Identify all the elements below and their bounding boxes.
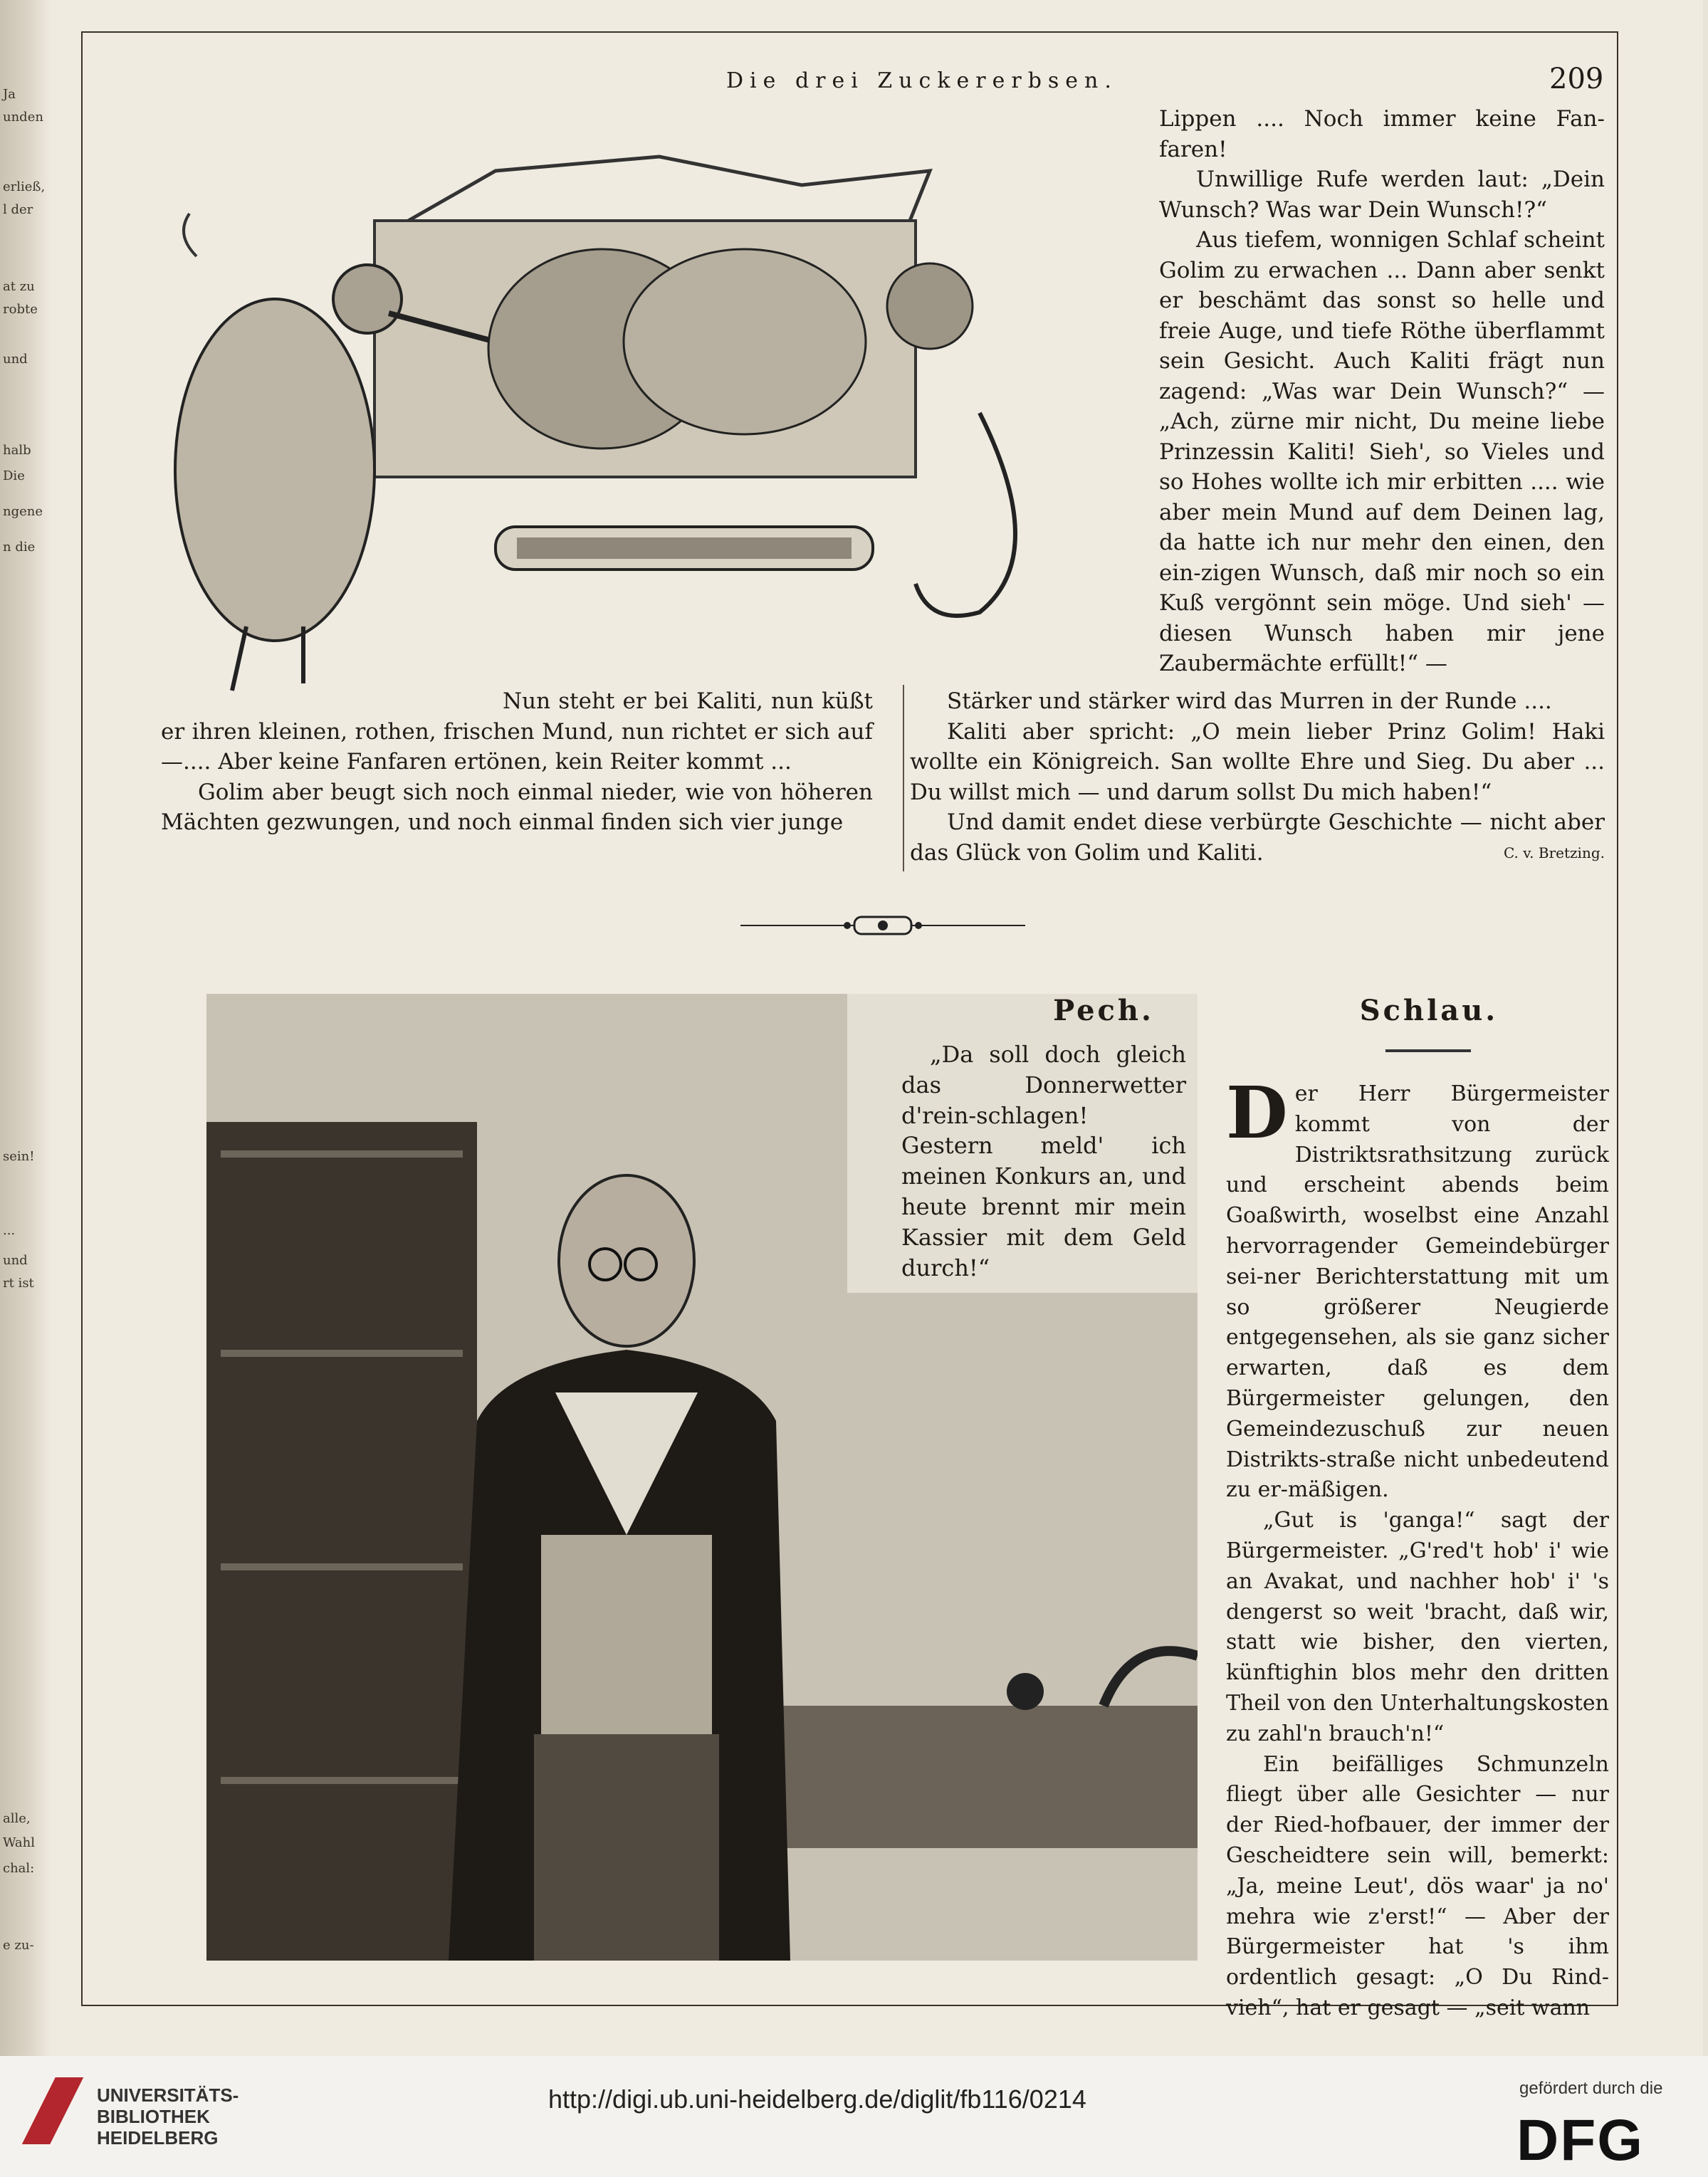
gutter-fragment: alle, [3,1811,31,1826]
pech-quote: „Da soll doch gleich das Donnerwetter d'rein-schlagen! Gestern meld' ich meinen Konkurs an, und heute brennt mir mein Kassier mit dem Geld durch!“ [901,1041,1186,1281]
schlau-title: Schlau. [1359,994,1499,1027]
gutter-fragment: ... [3,1223,16,1238]
story-paragraph: Aus tiefem, wonnigen Schlaf scheint Golim zu erwachen ... Dann aber senkt er beschämt das sonst so helle und freie Auge, und tiefe Röthe überflammt sein Gesicht. Auch Kaliti frägt nun zagend: „Was war Dein Wunsch?“ — „Ach, zürne mir nicht, Du meine liebe Prinzessin Kaliti! Sieh', so Vieles und so Hohes wollte ich mir erbitten .... wie aber mein Mund auf dem Deinen lag, da hatte ich nur mehr den einen, den ein-zigen Wunsch, daß mir noch so ein Kuß vergönnt sein möge. Und sieh' — diesen Wunsch haben mir jene Zaubermächte erfüllt!“ — [1159,227,1605,676]
digitization-footer [0,2056,1708,2177]
gutter-fragment: und [3,352,28,367]
library-name-line: HEIDELBERG [97,2127,219,2149]
gutter-fragment: l der [3,202,33,217]
fairy-tale-illustration [161,128,1143,712]
schlau-paragraph: Ein beifälliges Schmunzeln fliegt über alle Gesichter — nur der Ried-hofbauer, der immer der Gescheidtere sein will, bemerkt: „Ja, meine Leut', dös waar' ja no' mehra wie z'erst!“ — Aber der Bürgermeister hat 's ihm ordentlich gesagt: „O Du Rind-vieh“, hat er gesagt — „seit wann [1226,1751,1609,2020]
gutter-fragment: unden [3,110,43,125]
gutter-fragment: Die [3,468,25,483]
library-name [97,2084,239,2149]
schlau-paragraph: „Gut is 'ganga!“ sagt der Bürgermeister. „G'red't hob' i' wie an Avakat, und nachher hob' i' 's dengerst so weit 'bracht, daß wir, statt wie bisher, den vierten, künftighin blos mehr den dritten Theil von den Unterhaltungskosten zu zahl'n brauch'n!“ [1226,1508,1609,1746]
author-signature: C. v. Bretzing. [1503,844,1605,861]
column-divider [903,685,904,871]
story-paragraph [910,807,1605,868]
gutter-fragment: at zu [3,279,35,294]
library-logo-icon [17,2072,88,2150]
story-paragraph: Lippen .... Noch immer keine Fan-faren! [1159,106,1605,162]
story-paragraph: Nun steht er bei Kaliti, nun küßt er ihren kleinen, rothen, frischen Mund, nun richtet er sich auf —.... Aber keine Fanfaren ertönen, kein Reiter kommt ... [161,688,873,775]
story-paragraph: Unwillige Rufe werden laut: „Dein Wunsch? Was war Dein Wunsch!?“ [1159,167,1605,223]
permalink-url[interactable]: http://digi.ub.uni-heidelberg.de/diglit/fb116/0214 [548,2084,1086,2114]
pech-column [901,1039,1186,1283]
gutter-fragment: ngene [3,504,43,519]
story-column-right-top [1159,104,1605,679]
library-name-line: BIBLIOTHEK [97,2106,210,2127]
story-column-right-bottom [910,686,1605,868]
drop-cap: D [1226,1071,1288,1155]
gutter-fragment: rt ist [3,1276,34,1291]
gutter-fragment: n die [3,540,36,555]
gutter-fragment: erließ, [3,179,46,194]
title-ornament [1385,1049,1471,1052]
running-head: Die drei Zuckererbsen. [726,68,1118,93]
gutter-fragment: und [3,1253,28,1268]
story-paragraph: Golim aber beugt sich noch einmal nieder, wie von höheren Mächten gezwungen, und noch einmal finden sich vier junge [161,779,873,835]
gutter-fragment: chal: [3,1861,35,1876]
story-closing-text: Und damit endet diese verbürgte Geschichte — nicht aber das Glück von Golim und Kaliti. [910,809,1605,866]
gutter-fragment: robte [3,302,38,317]
schlau-first-paragraph: er Herr Bürgermeister kommt von der Distriktsrathsitzung zurück und erscheint abends beim Goaßwirth, woselbst eine Anzahl hervorragender Gemeindebürger sei-ner Berichterstattung mit um so größerer Neugierde entgegensehen, als sie ganz sicher erwarten, daß es dem Bürgermeister gelungen, den Gemeindezuschuß zur neuen Distrikts-straße nicht unbedeutend zu er-mäßigen. [1226,1081,1609,1503]
pech-title: Pech. [1053,994,1154,1027]
ornamental-divider [740,911,1025,940]
story-paragraph: Stärker und stärker wird das Murren in der Runde .... [947,688,1552,714]
gutter-fragment: Ja [3,87,16,102]
story-paragraph: Kaliti aber spricht: „O mein lieber Prinz Golim! Haki wollte ein Königreich. San wollte Ehre und Sieg. Du aber ... Du willst mich — und darum sollst Du mich haben!“ [910,718,1605,805]
dfg-logo: DFG [1516,2108,1645,2173]
funder-label: gefördert durch die [1519,2079,1663,2098]
story-column-left-bottom [161,686,873,838]
page-number: 209 [1549,63,1604,95]
schlau-column [1226,1071,1609,2024]
gutter-fragment: halb [3,443,31,458]
library-name-line: UNIVERSITÄTS- [97,2084,239,2106]
schlau-paragraph [1226,1071,1609,1506]
gutter-fragment: e zu- [3,1938,34,1953]
gutter-fragment: sein! [3,1149,35,1164]
gutter-fragment: Wahl [3,1835,36,1850]
